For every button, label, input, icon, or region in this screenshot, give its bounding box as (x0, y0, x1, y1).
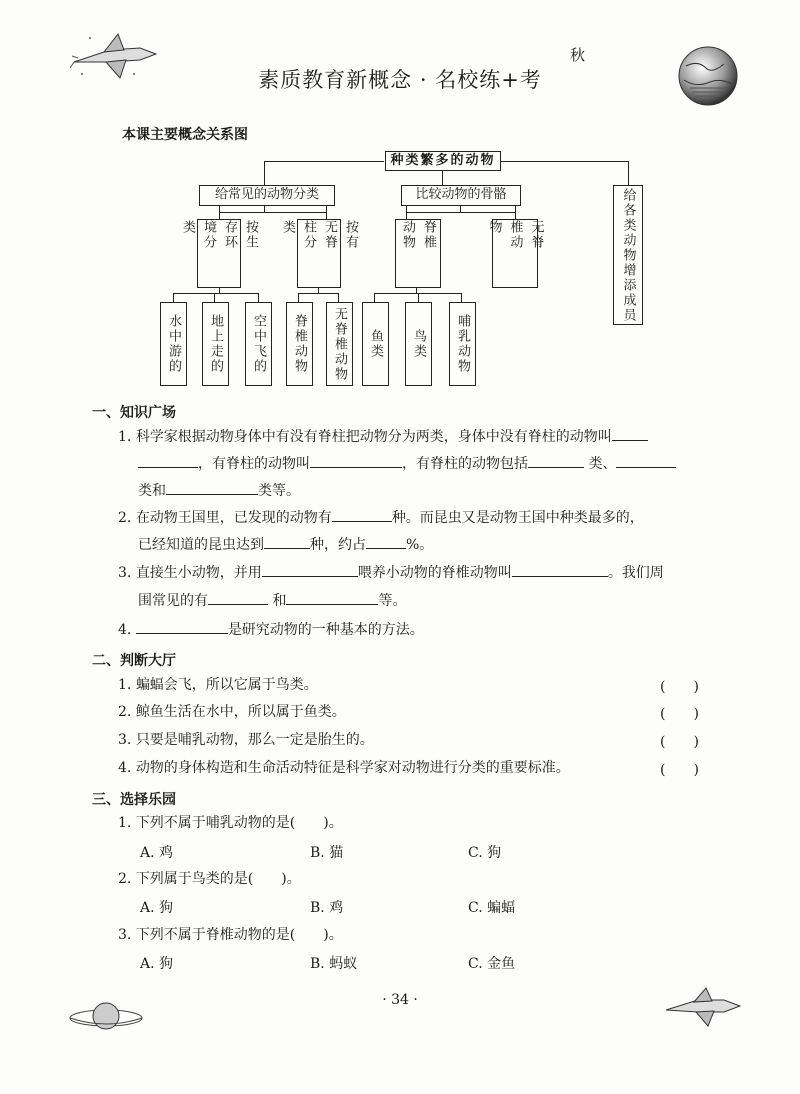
judge-item-4: 4. 动物的身体构造和生命活动特征是科学家对动物进行分类的重要标准。 (118, 760, 570, 776)
section1-title: 一、知识广场 (92, 405, 176, 421)
leaf-invertebrate: 无脊椎动物 (326, 302, 353, 386)
concept-by-spine-col1: 按有 (343, 220, 358, 250)
choice-3-b[interactable]: B. 蚂蚁 (310, 956, 358, 972)
concept-by-habitat-col2: 存环 (222, 220, 237, 250)
blank-input[interactable] (138, 453, 198, 468)
choice-1-b[interactable]: B. 猫 (310, 845, 344, 861)
choice-1-c[interactable]: C. 狗 (468, 845, 502, 861)
q3-line2: 围常见的有 和 等。 (138, 590, 406, 612)
choice-3-a[interactable]: A. 狗 (140, 956, 174, 972)
blank-input[interactable] (332, 507, 392, 522)
blank-input[interactable] (366, 534, 406, 549)
blank-input[interactable] (616, 453, 676, 468)
concept-by-spine (280, 219, 358, 288)
leaf-land: 地上走的 (202, 302, 229, 386)
concept-by-spine-col2: 无脊 (322, 220, 337, 250)
leaf-water: 水中游的 (160, 302, 187, 386)
judge-item-3: 3. 只要是哺乳动物，那么一定是胎生的。 (118, 732, 374, 748)
q1-line2: ，有脊柱的动物叫 ，有脊柱的动物包括 类、 (138, 453, 676, 475)
q2-line2: 已经知道的昆虫达到 种，约占 %。 (138, 534, 433, 556)
blank-input[interactable] (512, 562, 608, 577)
leaf-bird: 鸟类 (405, 302, 432, 386)
judge-item-2: 2. 鲸鱼生活在水中，所以属于鱼类。 (118, 704, 346, 720)
blank-input[interactable] (264, 534, 310, 549)
concept-by-habitat-col4: 类 (180, 220, 195, 235)
concept-invertebrate-col3: 物 (486, 220, 502, 235)
judge-answer-1[interactable]: ( ) (660, 679, 699, 695)
blank-input[interactable] (262, 562, 358, 577)
concept-skeleton: 比较动物的骨骼 (401, 185, 521, 206)
section3-title: 三、选择乐园 (92, 792, 176, 808)
concept-invertebrate-col2: 椎动 (507, 220, 523, 250)
season-label: 秋 (570, 46, 586, 64)
concept-by-spine-col4: 类 (280, 220, 295, 235)
concept-invertebrate (486, 219, 544, 288)
judge-answer-4[interactable]: ( ) (660, 762, 699, 778)
choice-question-3: 3. 下列不属于脊椎动物的是( )。 (118, 927, 343, 943)
blank-input[interactable] (166, 480, 258, 495)
concept-vertebrate-col1: 脊椎 (421, 220, 436, 250)
blank-input[interactable] (208, 590, 268, 605)
choice-1-a[interactable]: A. 鸡 (140, 845, 174, 861)
blank-input[interactable] (286, 590, 378, 605)
leaf-mammal: 哺乳动物 (449, 302, 476, 386)
q1-line3: 类和 类等。 (138, 480, 300, 502)
judge-answer-2[interactable]: ( ) (660, 706, 699, 722)
choice-question-1: 1. 下列不属于哺乳动物的是( )。 (118, 815, 343, 831)
concept-classify: 给常见的动物分类 (199, 185, 335, 206)
choice-question-2: 2. 下列属于鸟类的是( )。 (118, 871, 301, 887)
section2-title: 二、判断大厅 (92, 653, 176, 669)
blank-input[interactable] (310, 453, 402, 468)
judge-item-1: 1. 蝙蝠会飞，所以它属于鸟类。 (118, 677, 318, 693)
leaf-vertebrate: 脊椎动物 (286, 302, 313, 386)
choice-2-a[interactable]: A. 狗 (140, 900, 174, 916)
concept-by-spine-col3: 柱分 (301, 220, 316, 250)
blank-input[interactable] (528, 453, 584, 468)
choice-2-c[interactable]: C. 蝙蝠 (468, 900, 516, 916)
blank-input[interactable] (612, 426, 648, 441)
leaf-fish: 鱼类 (362, 302, 389, 386)
page-number: · 34 · (382, 992, 418, 1008)
concept-invertebrate-col1: 无脊 (528, 220, 544, 250)
q4-line1: 4. 是研究动物的一种基本的方法。 (118, 619, 424, 641)
concept-map-title: 本课主要概念关系图 (122, 127, 248, 143)
judge-answer-3[interactable]: ( ) (660, 734, 699, 750)
concept-add-members: 给各类动物增添成员 (613, 185, 643, 325)
concept-by-habitat (180, 219, 258, 288)
concept-vertebrate-col2: 动物 (400, 220, 415, 250)
concept-root: 种类繁多的动物 (385, 151, 501, 171)
choice-2-b[interactable]: B. 鸡 (310, 900, 344, 916)
leaf-air: 空中飞的 (245, 302, 272, 386)
q1-line1: 1. 科学家根据动物身体中有没有脊柱把动物分为两类，身体中没有脊柱的动物叫 (118, 426, 648, 448)
concept-by-habitat-col3: 境分 (201, 220, 216, 250)
concept-vertebrate (395, 219, 441, 288)
choice-3-c[interactable]: C. 金鱼 (468, 956, 516, 972)
concept-by-habitat-col1: 按生 (243, 220, 258, 250)
q3-line1: 3. 直接生小动物，并用 喂养小动物的脊椎动物叫 。我们周 (118, 562, 664, 584)
page-header-title: 素质教育新概念 · 名校练+考 (258, 68, 542, 92)
blank-input[interactable] (136, 619, 228, 634)
q2-line1: 2. 在动物王国里，已发现的动物有 种。而昆虫又是动物王国中种类最多的， (118, 507, 644, 529)
